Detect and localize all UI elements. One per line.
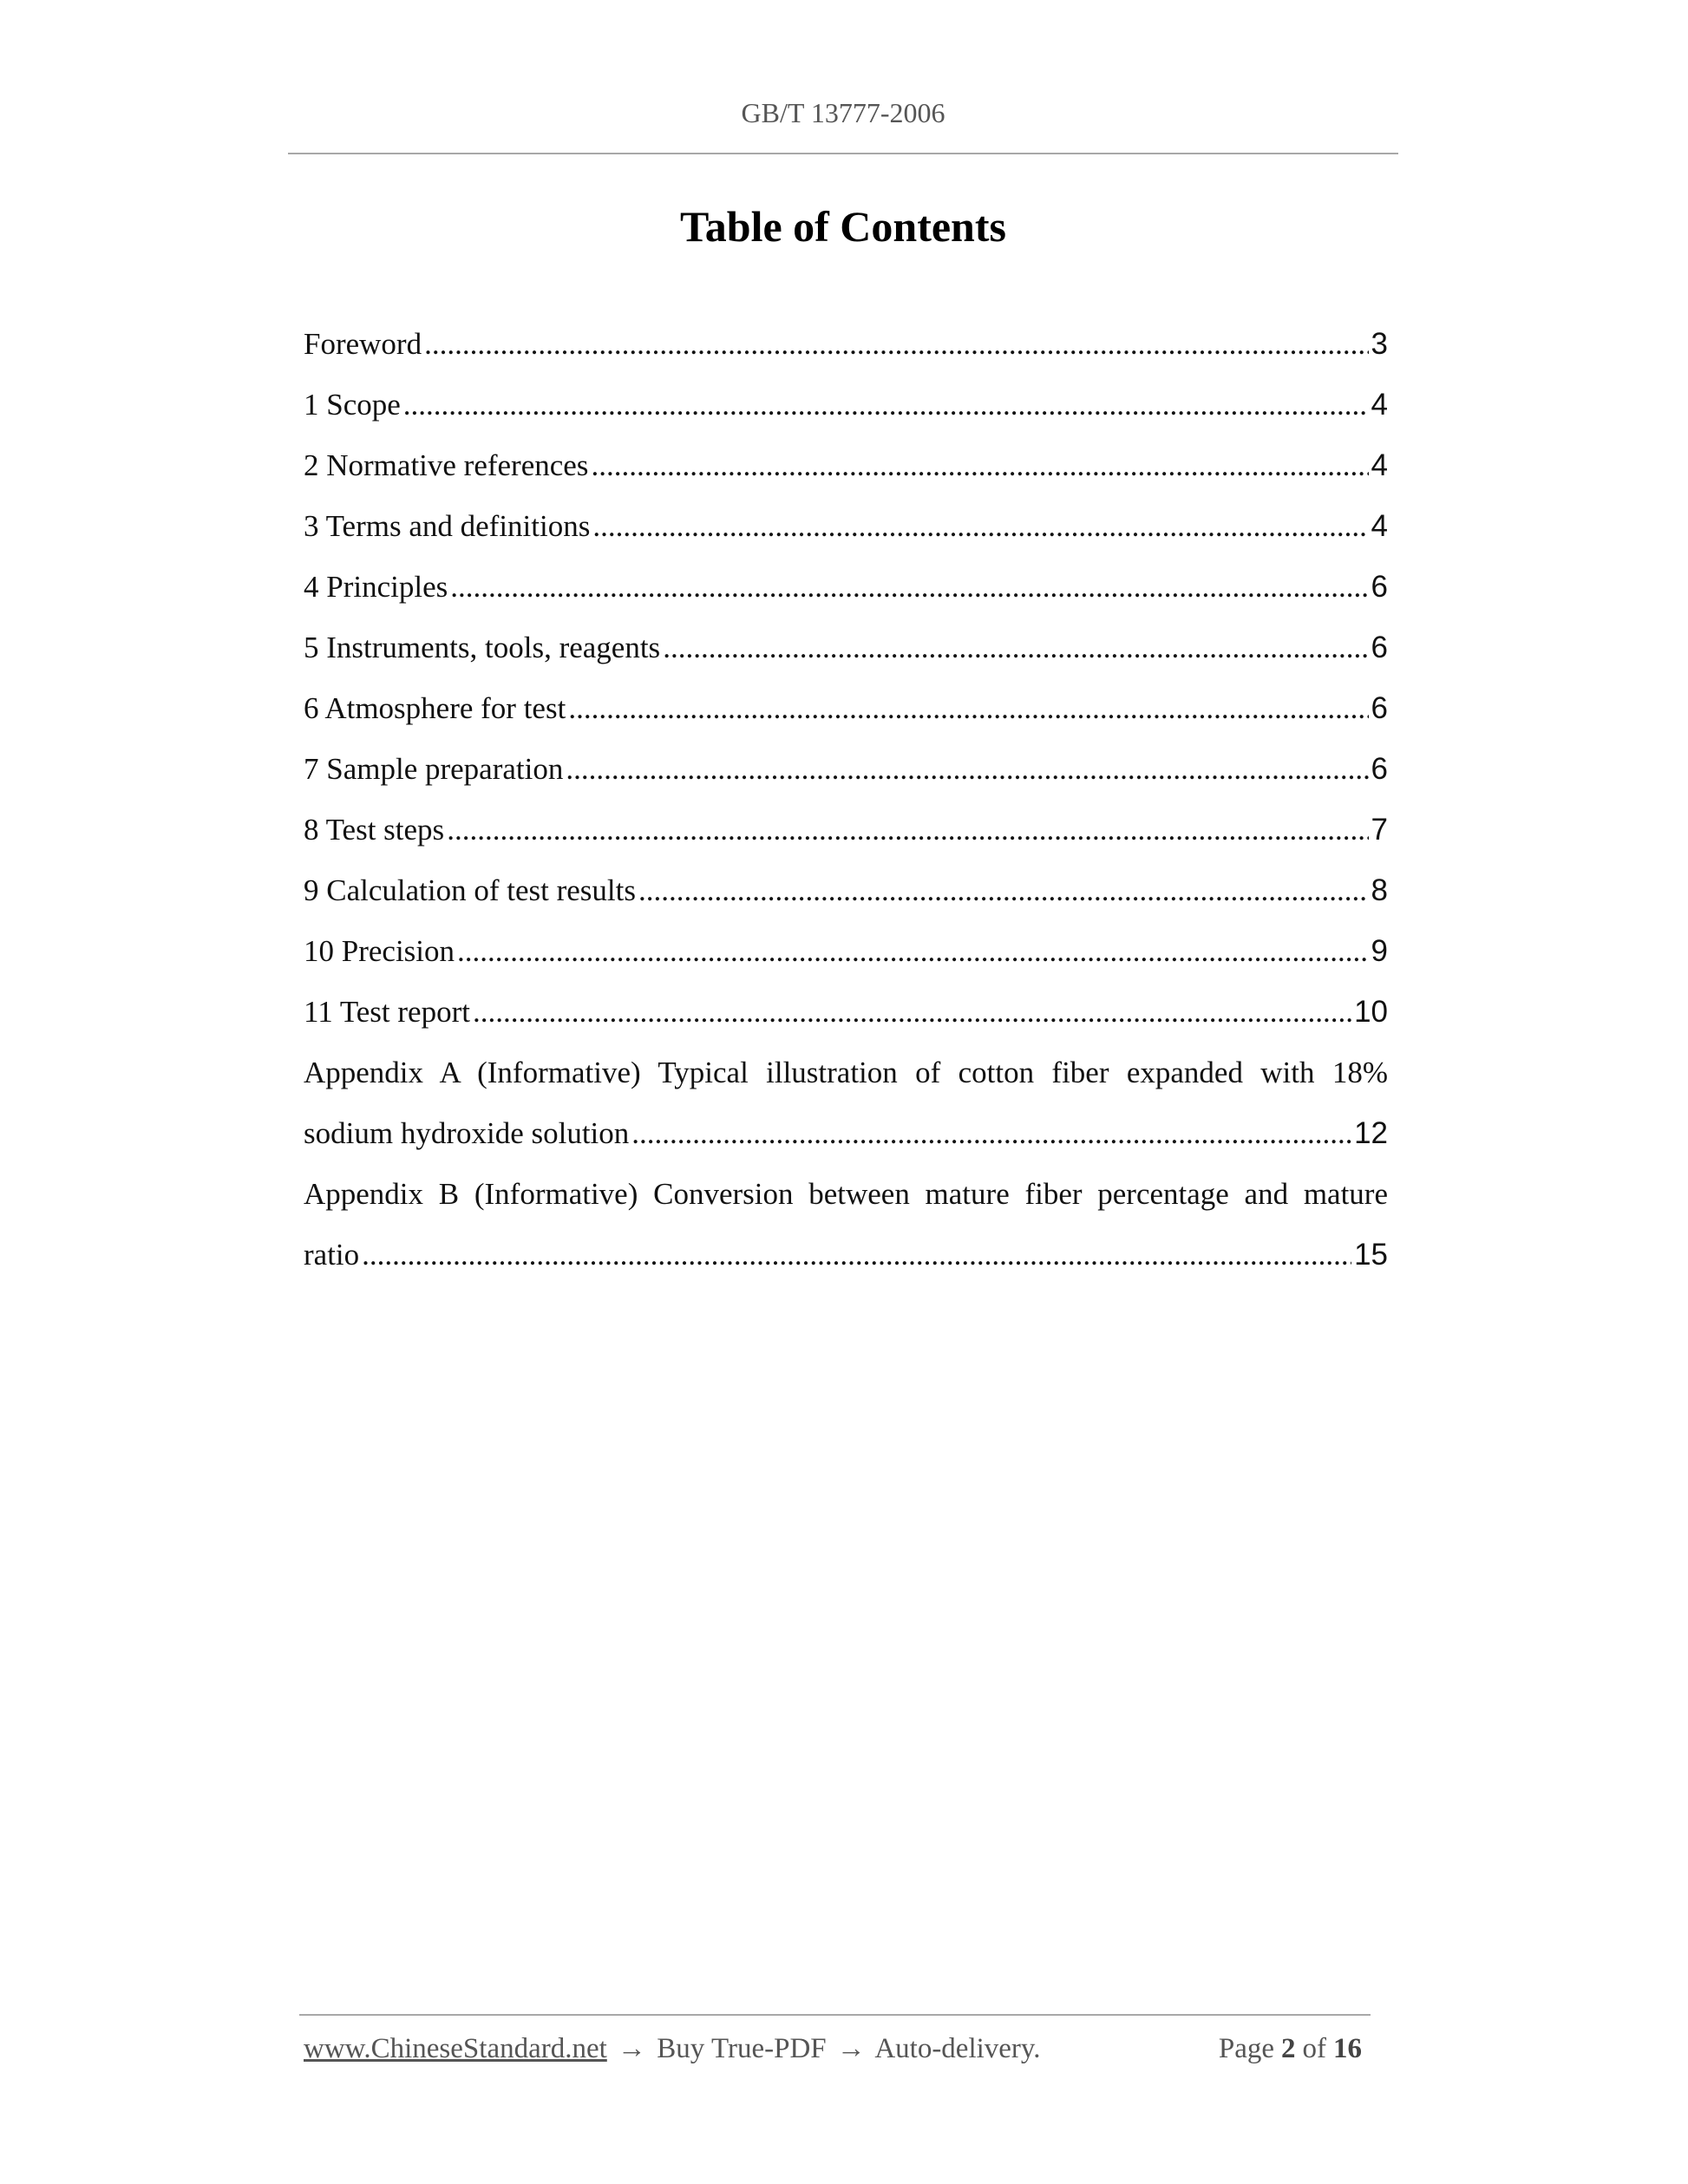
toc-entry-page: 8 (1371, 873, 1388, 907)
toc-entry-label: 8 Test steps (304, 813, 445, 847)
toc-entry-page: 15 (1354, 1238, 1388, 1272)
toc-entry-normative-references[interactable] (304, 435, 1388, 496)
toc-entry-terms-definitions[interactable] (304, 496, 1388, 557)
toc-entry-label: 1 Scope (304, 388, 401, 422)
toc-leader (362, 1225, 1351, 1285)
of-word: of (1302, 2033, 1326, 2064)
page-footer (304, 2033, 1369, 2065)
toc-leader (473, 982, 1351, 1043)
toc-entry-page: 6 (1371, 570, 1388, 604)
toc-leader (566, 739, 1368, 800)
toc-entry-scope[interactable] (304, 375, 1388, 435)
toc-entry-instruments[interactable] (304, 618, 1388, 678)
site-link[interactable]: www.ChineseStandard.net (304, 2033, 607, 2064)
table-of-contents (304, 314, 1388, 1285)
toc-entry-label: 5 Instruments, tools, reagents (304, 631, 661, 664)
toc-entry-page: 4 (1371, 448, 1388, 482)
toc-entry-principles[interactable] (304, 557, 1388, 618)
toc-leader (568, 678, 1368, 739)
toc-entry-appendix-a[interactable] (304, 1103, 1388, 1164)
toc-entry-page: 6 (1371, 631, 1388, 664)
toc-leader (631, 1103, 1351, 1164)
toc-leader (447, 800, 1368, 860)
toc-entry-label: ratio (304, 1238, 360, 1272)
header-divider (288, 153, 1398, 154)
document-header: GB/T 13777-2006 (741, 97, 945, 128)
arrow-right-icon: → (836, 2033, 866, 2064)
page-word: Page (1218, 2033, 1274, 2064)
toc-entry-page: 6 (1371, 752, 1388, 786)
toc-leader (591, 435, 1368, 496)
toc-leader (424, 314, 1368, 375)
toc-leader (403, 375, 1369, 435)
toc-entry-page: 4 (1371, 388, 1388, 422)
toc-leader (638, 860, 1369, 921)
toc-entry-atmosphere[interactable] (304, 678, 1388, 739)
toc-entry-page: 4 (1371, 509, 1388, 543)
toc-entry-page: 9 (1371, 934, 1388, 968)
page-total: 16 (1333, 2033, 1362, 2064)
toc-entry-label: 7 Sample preparation (304, 752, 564, 786)
toc-entry-appendix-b[interactable] (304, 1225, 1388, 1285)
toc-entry-page: 12 (1354, 1116, 1388, 1150)
toc-leader (592, 496, 1368, 557)
toc-entry-page: 10 (1354, 995, 1388, 1029)
page-title: Table of Contents (680, 202, 1006, 251)
toc-entry-label: 3 Terms and definitions (304, 509, 591, 543)
auto-delivery-text: Auto-delivery. (874, 2033, 1041, 2064)
toc-entry-label: sodium hydroxide solution (304, 1116, 630, 1150)
page-number (1219, 2033, 1369, 2065)
footer-divider (299, 2014, 1371, 2016)
toc-entry-label: 6 Atmosphere for test (304, 691, 566, 725)
toc-leader (457, 921, 1369, 982)
toc-entry-precision[interactable] (304, 921, 1388, 982)
footer-promo (304, 2033, 1041, 2065)
toc-entry-label: 10 Precision (304, 934, 455, 968)
toc-entry-calculation[interactable] (304, 860, 1388, 921)
toc-entry-page: 3 (1371, 327, 1388, 361)
page-current: 2 (1281, 2033, 1296, 2064)
buy-true-pdf-text: Buy True-PDF (657, 2033, 827, 2064)
toc-entry-appendix-a-line1[interactable]: Appendix A (Informative) Typical illustration of cotton fiber expanded with 18% (304, 1056, 1388, 1089)
toc-entry-foreword[interactable] (304, 314, 1388, 375)
toc-entry-label: 11 Test report (304, 995, 470, 1029)
toc-leader (450, 557, 1368, 618)
toc-entry-sample-preparation[interactable] (304, 739, 1388, 800)
toc-entry-label: 9 Calculation of test results (304, 873, 636, 907)
toc-leader (663, 618, 1368, 678)
toc-entry-test-report[interactable] (304, 982, 1388, 1043)
toc-entry-page: 6 (1371, 691, 1388, 725)
toc-entry-test-steps[interactable] (304, 800, 1388, 860)
toc-entry-page: 7 (1371, 813, 1388, 847)
toc-entry-label: Foreword (304, 327, 422, 361)
toc-entry-label: 2 Normative references (304, 448, 589, 482)
toc-entry-appendix-b-line1[interactable]: Appendix B (Informative) Conversion between mature fiber percentage and mature (304, 1177, 1388, 1211)
toc-entry-label: 4 Principles (304, 570, 448, 604)
arrow-right-icon: → (618, 2033, 647, 2064)
